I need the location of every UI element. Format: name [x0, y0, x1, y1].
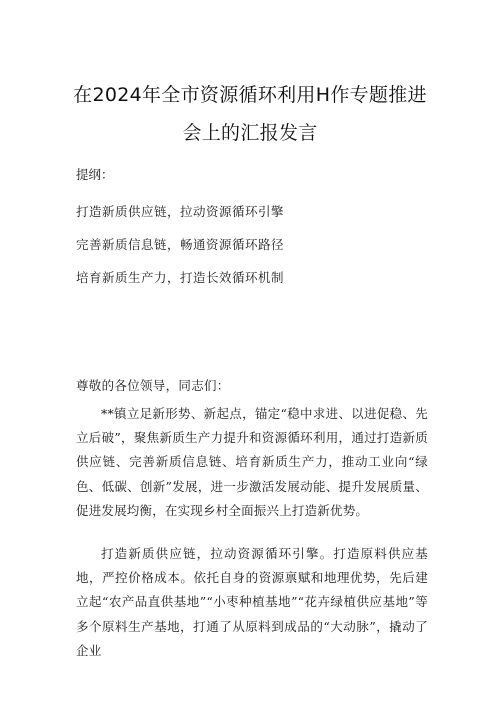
document-title-line-1: 在2024年全市资源循环利用H作专题推进: [73, 84, 427, 106]
body-paragraph: **镇立足新形势、新起点，锚定“稳中求进、以进促稳、先立后破”，聚焦新质生产力提升和资源循环利用，通过打造新质供应链、完善新质信息链、培育新质生产力，推动工业向“绿色、低碳、创新”发展，进一步激活发展动能、提升发展质量、促进发展均衡，在实现乡村全面振兴上打造新优势。: [76, 406, 428, 518]
body-paragraph: 打造新质供应链，拉动资源循环引擎。打造原料供应基地，严控价格成本。依托自身的资源禀赋和地理优势，先后建立起“农产品直供基地”“小枣种植基地”“花卉绿植供应基地”等多个原料生产基地，打通了从原料到成品的“大动脉”，撬动了企业: [76, 546, 428, 658]
salutation: 尊敬的各位领导，同志们：: [76, 378, 230, 393]
outline-item: 打造新质供应链，拉动资源循环引擎: [76, 204, 285, 219]
outline-label: 提纲：: [76, 167, 114, 182]
outline-item: 培育新质生产力，打造长效循环机制: [76, 270, 285, 285]
outline-item: 完善新质信息链，畅通资源循环路径: [76, 237, 285, 252]
document-title-line-2: 会上的汇报发言: [182, 122, 318, 144]
